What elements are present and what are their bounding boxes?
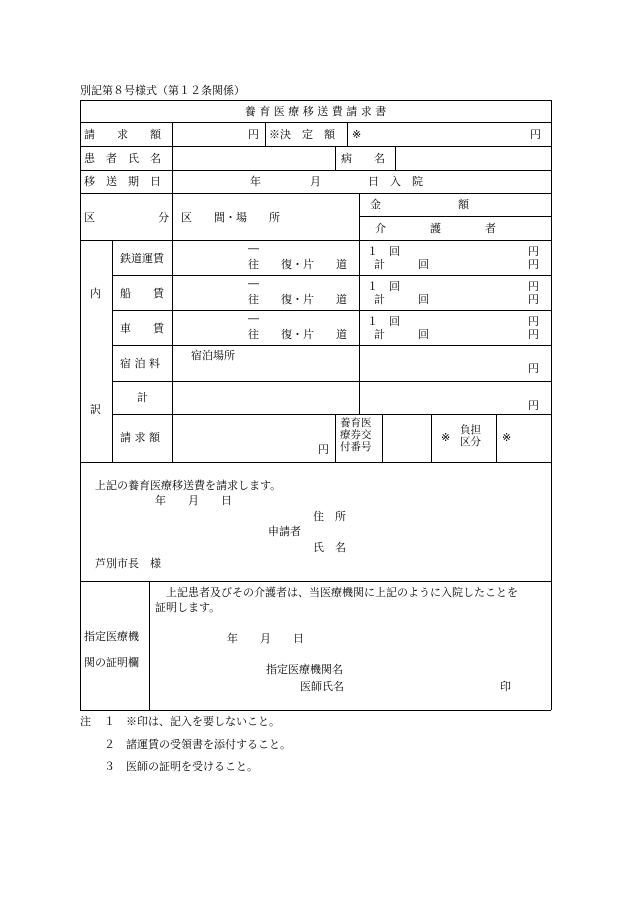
claim-row-yen: 円 <box>318 443 329 456</box>
certification-label-1: 指定医療機 <box>84 630 139 643</box>
car-fare-yen-2: 円 <box>528 328 539 341</box>
decision-amount-label: ※決 定 額 <box>269 128 335 141</box>
ship-fare-label: 船 賃 <box>120 287 164 300</box>
note-3-text: 医師の証明を受けること。 <box>126 760 258 773</box>
burden-value-mark: ※ <box>502 431 512 444</box>
burden-mark: ※ <box>441 431 451 444</box>
certification-text-2: 証明します。 <box>155 601 221 614</box>
note-3-number: ３ <box>104 760 115 773</box>
ticket-number-label-2: 療券交 <box>340 429 372 441</box>
ticket-number-label-1: 養育医 <box>340 417 372 429</box>
claim-row-label: 請 求 額 <box>120 431 160 444</box>
ticket-number-label-3: 付番号 <box>340 441 372 453</box>
burden-category-label-2: 区分 <box>460 436 481 448</box>
rail-fare-yen-2: 円 <box>528 258 539 271</box>
ship-fare-sum: 計 回 <box>374 293 429 306</box>
car-fare-label: 車 賃 <box>120 322 164 335</box>
certification-label-2: 関の証明欄 <box>84 656 139 669</box>
claim-date: 年 月 日 <box>155 494 232 507</box>
category-label-right: 分 <box>158 211 169 224</box>
addressee: 芦別市長 様 <box>95 557 161 570</box>
note-2-number: ２ <box>104 738 115 751</box>
notes-label: 注 <box>80 715 91 728</box>
note-2-text: 諸運賃の受領書を添付すること。 <box>126 738 291 751</box>
ship-fare-yen-1: 円 <box>528 280 539 293</box>
section-place-header: 区 間・場 所 <box>181 211 280 224</box>
category-label-left: 区 <box>84 211 95 224</box>
amount-header: 金 額 <box>370 198 469 211</box>
doctor-name-label: 医師氏名 <box>300 680 344 693</box>
caregiver-header: 介 護 者 <box>375 222 496 235</box>
rail-fare-once: １ 回 <box>367 245 400 258</box>
car-fare-sum: 計 回 <box>374 328 429 341</box>
car-fare-yen-1: 円 <box>528 315 539 328</box>
form-title: 養 育 医 療 移 送 費 請 求 書 <box>244 105 387 118</box>
certification-text-1: 上記患者及びその介護者は、当医療機関に上記のように入院したことを <box>166 586 518 599</box>
car-fare-dash: ― <box>248 312 259 325</box>
ship-fare-yen-2: 円 <box>528 293 539 306</box>
total-label: 計 <box>137 391 148 404</box>
lodging-fee-label: 宿 泊 料 <box>120 357 160 370</box>
patient-name-label: 患 者 氏 名 <box>84 152 161 165</box>
form-number-label: 別記第８号様式（第１２条関係） <box>80 84 245 97</box>
applicant-address-label: 住 所 <box>313 510 346 523</box>
burden-category-label-1: 負担 <box>460 424 481 436</box>
institution-name-label: 指定医療機関名 <box>266 663 343 676</box>
car-fare-route: 往 復・片 道 <box>248 328 347 341</box>
transfer-date-label: 移 送 期 日 <box>84 175 161 188</box>
transfer-date-month: 月 <box>310 175 321 188</box>
seal-mark: 印 <box>500 680 511 693</box>
breakdown-label-top: 内 <box>90 287 101 300</box>
claim-statement: 上記の養育医療移送費を請求します。 <box>95 479 282 492</box>
decision-amount-yen: 円 <box>530 128 541 141</box>
transfer-date-day-admission: 日 入 院 <box>368 175 423 188</box>
note-1-number: １ <box>104 715 115 728</box>
rail-fare-yen-1: 円 <box>528 245 539 258</box>
decision-amount-mark: ※ <box>352 128 362 141</box>
applicant-name-label: 氏 名 <box>313 541 346 554</box>
lodging-fee-yen: 円 <box>528 362 539 375</box>
applicant-label: 申請者 <box>268 525 301 538</box>
rail-fare-label: 鉄道運賃 <box>120 252 164 265</box>
disease-name-label: 病 名 <box>341 152 385 165</box>
certification-date: 年 月 日 <box>227 632 304 645</box>
lodging-place-label: 宿泊場所 <box>191 349 235 362</box>
total-yen: 円 <box>528 399 539 412</box>
breakdown-label-bottom: 訳 <box>90 403 101 416</box>
rail-fare-sum: 計 回 <box>374 258 429 271</box>
note-1-text: ※印は、記入を要しないこと。 <box>126 715 280 728</box>
rail-fare-dash: ― <box>248 242 259 255</box>
ship-fare-route: 往 復・片 道 <box>248 293 347 306</box>
ship-fare-dash: ― <box>248 277 259 290</box>
transfer-date-year: 年 <box>250 175 261 188</box>
rail-fare-route: 往 復・片 道 <box>248 258 347 271</box>
claim-amount-label: 請 求 額 <box>84 128 161 141</box>
claim-amount-yen: 円 <box>248 128 259 141</box>
ship-fare-once: １ 回 <box>367 280 400 293</box>
car-fare-once: １ 回 <box>367 315 400 328</box>
